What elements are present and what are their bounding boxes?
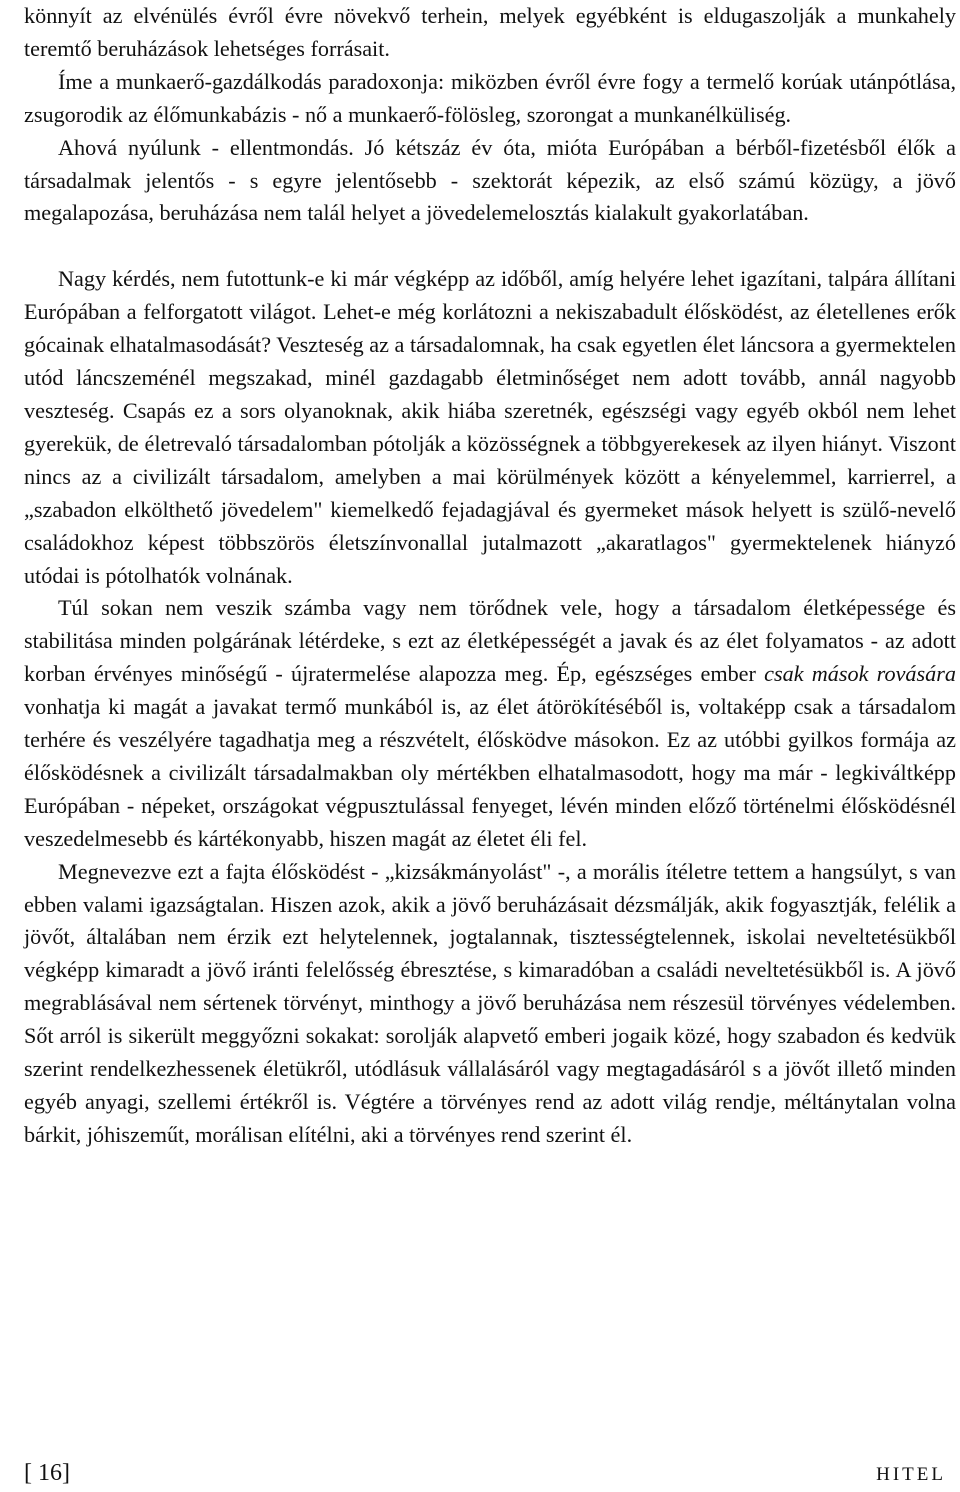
paragraph-too-many-end: vonhatja ki magát a javakat termő munkából is, az élet átörökítéséből is, voltaképp csak a társadalom terhére és veszélyére tagadhatja meg a részvételt, élősködve másokon. Ez az utóbbi gyilkos formája az élősködésnek a civilizált társadalmakban oly mértékben elhatalmasodott, hogy ma már - legkiváltképp Európában - népeket, országokat végpusztulással fenyeget, lévén minden előző történelmi élősködésnél veszedelmesebb és kártékonyabb, hiszen magát az életet éli fel. [24,694,956,851]
paragraph-continuation: könnyít az elvénülés évről évre növekvő terhein, melyek egyébként is eldugaszolják a munkahely teremtő beruházások lehetséges forrásait. [24,3,956,61]
article-body [24,0,956,1152]
journal-name: HITEL [876,1464,946,1485]
paragraph-naming: Megnevezve ezt a fajta élősködést - „kizsákmányolást" -, a morális ítéletre tettem a hangsúlyt, s van ebben valami igazságtalan. Hiszen azok, akik a jövő beruházásait dézsmálják, akik fogyasztják, felélik a jövőt, általában nem érzik ezt helytelennek, jogtalannak, tisztességtelennek, iskolai neveltetésükből végképp kimaradt a jövő iránti felelősség ébresztése, s kimaradóban a családi neveltetésükből is. A jövő megrablásával nem sértenek törvényt, minthogy a jövő beruházása nem részesül törvényes védelemben. Sőt arról is sikerült meggyőzni sokakat: sorolják alapvető emberi jogaik közé, hogy szabadon és kedvük szerint rendelkezhessenek életükről, utódlásuk vállalásáról vagy megtagadásáról s a jövőt illető minden egyéb anyagi, szellemi értékről is. Végtére a törvényes rend az adott világ rendje, méltánytalan volna bárkit, jóhiszeműt, morálisan elítélni, aki a törvényes rend szerint él. [24,858,956,1147]
document-page [24,0,956,1492]
page-footer [24,1460,956,1492]
paragraph-paradox: Íme a munkaerő-gazdálkodás paradoxonja: miközben évről évre fogy a termelő korúak utánpótlása, zsugorodik az élőmunkabázis - nő a munkaerő-fölösleg, szorongat a munkanélküliség. [24,68,956,127]
paragraph-too-many [24,592,956,855]
paragraph-contradiction: Ahová nyúlunk - ellentmondás. Jó kétszáz év óta, mióta Európában a bérből-fizetésből élők a társadalmak jelentős - s egyre jelentősebb - szektorát képezik, az első számú közügy, a jövő megalapozása, beruházása nem talál helyet a jövedelemelosztás kialakult gyakorlatában. [24,134,956,226]
paragraph-big-question: Nagy kérdés, nem futottunk-e ki már végképp az időből, amíg helyére lehet igazítani, talpára állítani Európában a felforgatott világot. Lehet-e még korlátozni a nekiszabadult élősködést, az életellenes erők gócainak elhatalmasodását? Veszteség az a társadalomnak, ha csak egyetlen élet láncsora a gyermektelen utód láncszeménél megszakad, minél gazdagabb életminőséget nem adott tovább, annál nagyobb veszteség. Csapás ez a sors olyanoknak, akik hiába szeretnék, egészségi vagy egyéb okból nem lehet gyerekük, de életrevaló társadalomban pótolják a közösségnek a többgyerekesek az ilyen hiányt. Viszont nincs az a civilizált társadalom, amelyben a mai körülmények között a kényelemmel, karrierrel, a „szabadon elkölthető jövedelem" kiemelkedő fejadagjával és gyermeket mások helyett is szülő-nevelő családokhoz képest többszörös életszínvonallal jutalmazott „akaratlagos" gyermektelenek hiányzó utódai is pótolhatók volnának. [24,266,956,588]
italic-phrase: csak mások rovására [764,661,956,687]
page-number: [ 16] [24,1460,70,1486]
paragraph-too-many-start: Túl sokan nem veszik számba vagy nem törődnek vele, hogy a társadalom életképessége és stabilitása minden polgárának létérdeke, s ezt az életképességét a javak és az élet folyamatos - az adott korban érvényes minőségű - újratermelése alapozza meg. Ép, egészséges ember [24,595,956,687]
